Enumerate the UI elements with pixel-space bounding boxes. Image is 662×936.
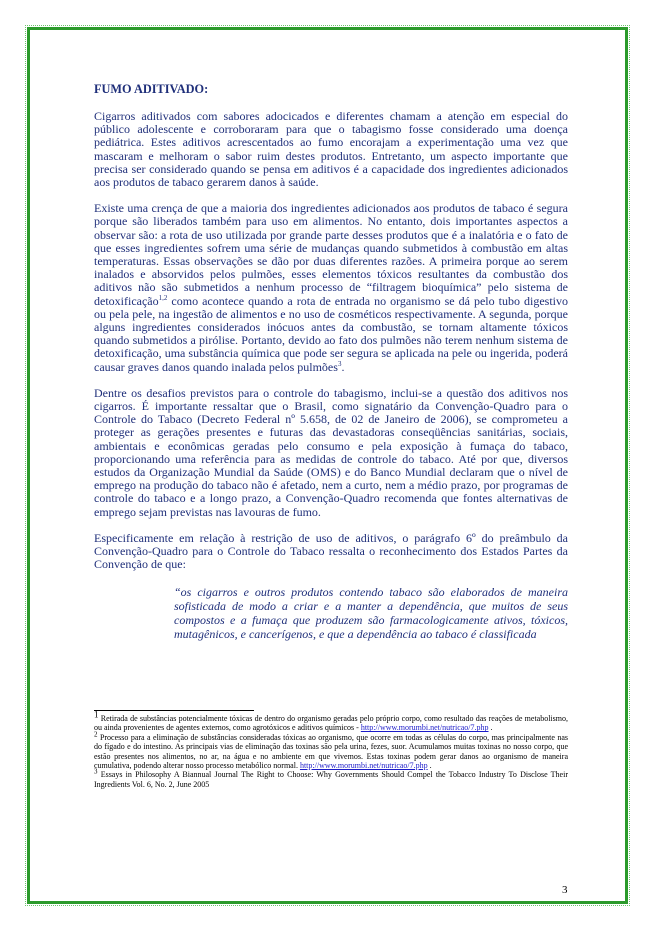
footnote-1-number: 1	[94, 709, 99, 720]
paragraph-2-part-c: .	[341, 359, 345, 374]
footnote-1-text: Retirada de substâncias potencialmente tóxicas de dentro do organismo geradas pelo próprio corpo, como resultado das reações de metabolismo, ou ainda provenientes de agentes externos, como agrotóxicos e aditivos químicos -	[94, 714, 568, 733]
footnote-3	[94, 767, 568, 789]
footnote-3-number: 3	[94, 767, 98, 776]
footnote-1-end: .	[488, 723, 493, 733]
footnote-1-link[interactable]: http://www.morumbi.net/nutricao/7.php	[360, 723, 489, 733]
paragraph-3: Dentre os desafios previstos para o controle do tabagismo, inclui-se a questão dos aditivos nos cigarros. É importante ressaltar que o Brasil, como signatário da Convenção-Quadro para o Controle do Tabaco (Decreto Federal nº 5.658, de 02 de Janeiro de 2006), se comprometeu a proteger as gerações presentes e futuras das devastadoras conseqüências sanitárias, sociais, ambientais e econômicas geradas pelo consumo e pela exposição à fumaça do tabaco, proporcionando uma referência para as medidas de controle do tabaco. Até por que, diversos estudos da Organização Mundial da Saúde (OMS) e do Banco Mundial declaram que o nível de emprego na produção do tabaco não é afetado, nem a curto, nem a médio prazo, por programas de controle do tabaco e a longo prazo, a Convenção-Quadro recomenda que fontes alternativas de emprego sejam previstas nas lavouras de fumo.	[94, 385, 568, 519]
footnote-2-link[interactable]: http://www.morumbi.net/nutricao/7.php	[299, 761, 428, 771]
footnote-3-text: Essays in Philosophy A Biannual Journal The Right to Choose: Why Governments Should Compel the Tobacco Industry To Disclose Their Ingredients Vol. 6, No. 2, June 2005	[94, 770, 568, 789]
footnote-1	[94, 709, 568, 733]
page-number: 3	[562, 884, 568, 896]
footnotes	[94, 709, 568, 789]
paragraph-1: Cigarros aditivados com sabores adocicados e diferentes chamam a atenção em especial do público adolescente e corroboraram para que o tabagismo fosse considerado uma doença pediátrica. Estes aditivos acrescentados ao fumo encorajam a experimentação uma vez que mascaram e melhoram o sabor ruim destes produtos. Entretanto, um aspecto importante que precisa ser considerado quando se pensa em aditivos é a capacidade dos ingredientes adicionados aos produtos de tabaco gerarem danos à saúde.	[94, 109, 568, 190]
document-body	[94, 82, 568, 641]
footnote-ref-1-2[interactable]: 1,2	[158, 293, 168, 302]
paragraph-2-part-b: como acontece quando a rota de entrada no organismo se dá pelo tubo digestivo ou pela pele, na ingestão de alimentos e no uso de cosméticos respectivamente. A segunda, porque alguns ingredientes considerados inócuos antes da combustão, se tornam altamente tóxicos quando submetidos a pirólise. Portanto, devido ao fato dos pulmões não terem nenhum sistema de detoxificação, uma substância química que pode ser segura se aplicada na pele ou ingerida, poderá causar graves danos quando inalada pelos pulmões	[94, 293, 568, 374]
footnote-2-end: .	[427, 761, 432, 771]
paragraph-2	[94, 202, 568, 374]
block-quote: “os cigarros e outros produtos contendo tabaco são elaborados de maneira sofisticada de modo a criar e a manter a dependência, que muitos de seus compostos e a fumaça que produzem são farmacologicamente ativos, tóxicos, mutagênicos, e cancerígenos, e que a dependência ao tabaco é classificada	[174, 584, 568, 641]
footnote-2-number: 2	[94, 730, 98, 739]
footnote-ref-3[interactable]: 3	[337, 359, 342, 368]
footnote-separator	[94, 710, 254, 711]
footnote-2-text: Processo para a eliminação de substâncias consideradas tóxicas ao organismo, que ocorre em todas as células do corpo, mas principalmente nas do fígado e do intestino. As principais vias de eliminação das toxinas são pela urina, fezes, suor. Acumulamos muitas toxinas no nosso corpo, que estão presentes nos alimentos, no ar, na água e no ambiente em que vivemos. Estas toxinas podem gerar danos ao organismo de maneira cumulativa, podendo alterar nosso processo metabólico normal.	[94, 732, 568, 771]
section-heading: FUMO ADITIVADO:	[94, 82, 209, 96]
paragraph-4: Especificamente em relação à restrição de uso de aditivos, o parágrafo 6º do preâmbulo da Convenção-Quadro para o Controle do Tabaco ressalta o reconhecimento dos Estados Partes da Convenção de que:	[94, 530, 568, 572]
paragraph-2-part-a: Existe uma crença de que a maioria dos ingredientes adicionados aos produtos de tabaco é segura porque são liberados também para uso em alimentos. No entanto, dois importantes aspectos a observar são: a rota de uso utilizada por grande parte desses produtos que é a inalatória e o fato de que esses ingredientes sofrem uma série de mudanças quando submetidos à combustão em altas temperaturas. Essas observações se dão por duas diferentes razões. A primeira porque ao serem inalados e absorvidos pelos pulmões, esses elementos tóxicos resultantes da combustão dos aditivos não são submetidos a nenhum processo de “filtragem bioquímica” pelo sistema de detoxificação	[94, 201, 568, 308]
footnote-2	[94, 730, 568, 771]
